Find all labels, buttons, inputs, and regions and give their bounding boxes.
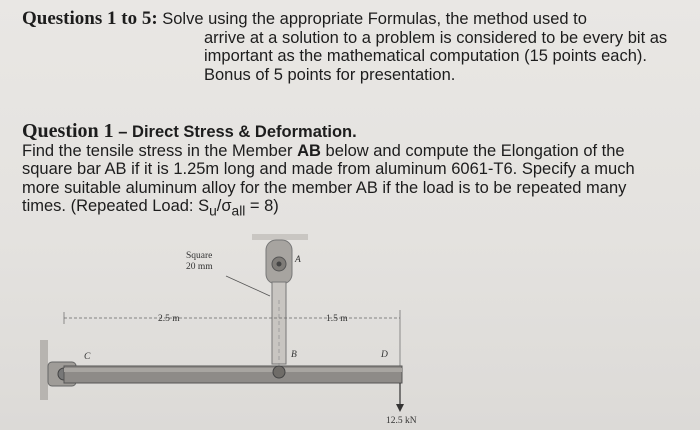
point-b-label: B: [291, 350, 297, 360]
square-label: Square: [186, 251, 213, 261]
q1-text: Find the tensile stress in the Member: [22, 141, 298, 160]
member-ab-bold: AB: [297, 141, 321, 160]
pin-b: [273, 366, 285, 378]
dim-right-label: 1.5 m: [326, 314, 348, 324]
subscript-all: all: [231, 203, 246, 219]
question-1-label: Question 1: [22, 120, 114, 142]
top-support-plate: [252, 234, 308, 240]
instructions-text-1: Solve using the appropriate Formulas, the method used to: [162, 10, 587, 28]
instructions-line-4: Bonus of 5 points for presentation.: [204, 65, 456, 84]
question-1-line-2: square bar AB if it is 1.25m long and made from aluminum 6061-T6. Specify a much: [22, 160, 635, 178]
load-label: 12.5 kN: [386, 416, 417, 426]
load-arrow-head: [396, 404, 404, 412]
beam-highlight: [64, 368, 402, 372]
instructions-label: Questions 1 to 5:: [22, 8, 158, 29]
subscript-u: u: [209, 203, 217, 219]
instructions-line-2: arrive at a solution to a problem is considered to be every bit as: [204, 28, 668, 47]
q1-text: times. (Repeated Load: S: [22, 197, 210, 215]
q1-text: = 8): [245, 197, 279, 215]
dim-left-label: 2.5 m: [158, 314, 180, 324]
question-1-line-3: more suitable aluminum alloy for the member AB if the load is to be repeated many: [22, 178, 627, 197]
wall-support: [40, 340, 48, 400]
q1-text: below and compute the Elongation of the: [320, 141, 625, 160]
point-d-label: D: [381, 350, 388, 360]
instructions-line-3: important as the mathematical computation (15 points each).: [204, 47, 647, 65]
question-1-title: – Direct Stress & Deformation.: [118, 123, 357, 141]
size-label: 20 mm: [186, 262, 213, 272]
point-c-label: C: [84, 352, 91, 362]
q1-text: /σ: [216, 197, 232, 215]
point-a-label: A: [295, 255, 301, 265]
pin-a-center: [277, 262, 282, 267]
leader-line: [226, 276, 270, 296]
